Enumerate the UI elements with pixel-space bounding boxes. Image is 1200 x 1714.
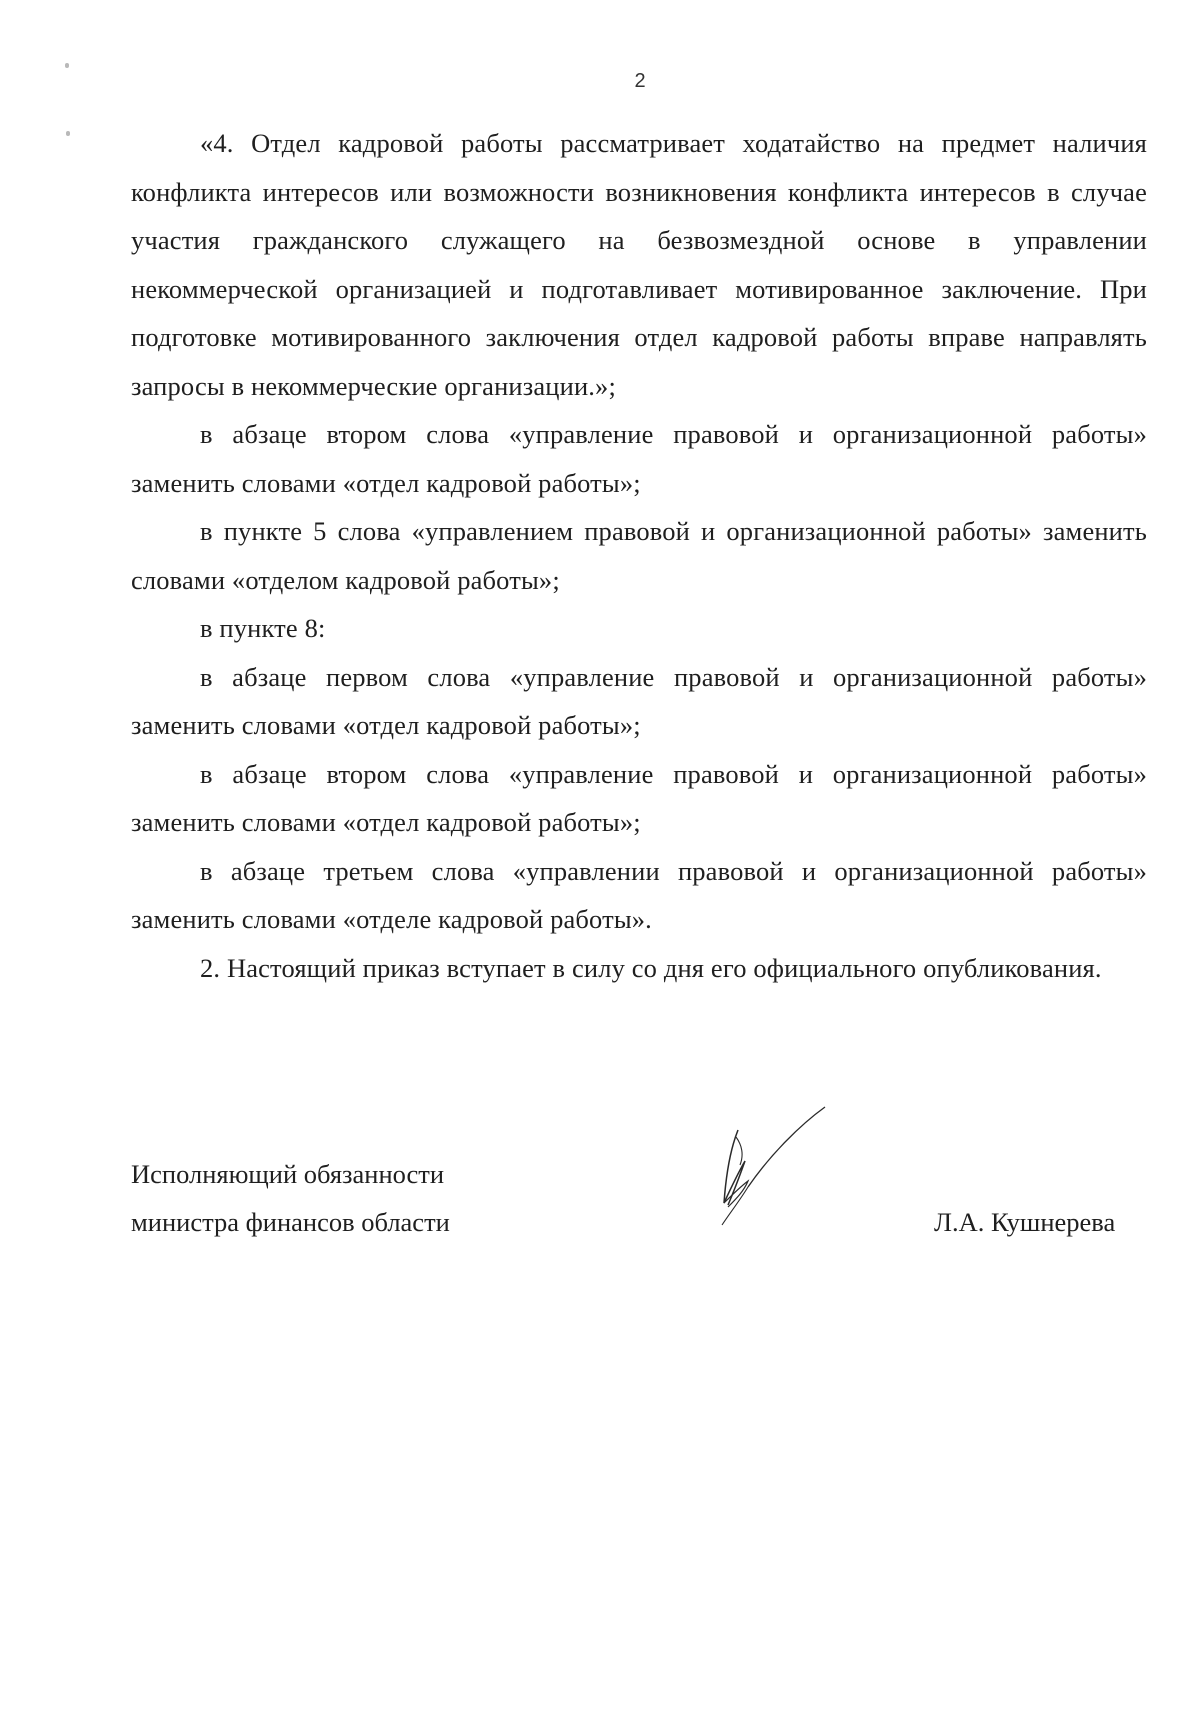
paragraph-effective-date: 2. Настоящий приказ вступает в силу со дня его официального опубликования. bbox=[200, 952, 1102, 983]
paragraph-item-8-heading: в пункте 8: bbox=[200, 613, 326, 643]
scan-speck bbox=[65, 63, 69, 68]
signatory-name: Л.А. Кушнерева bbox=[934, 1207, 1116, 1237]
signatory-position-line-2: министра финансов области bbox=[131, 1207, 450, 1237]
signatory-position-line-1: Исполняющий обязанности bbox=[131, 1159, 445, 1189]
paragraph-item-4: «4. Отдел кадровой работы рассматривает ходатайство на предмет наличия конфликта интересов или возможности возникновения конфликта интересов в случае участия гражданского служащего на безвозмездной основе в управлении некоммерческой организацией и подготавливает мотивированное заключение. При подготовке мотивированного заключения отдел кадровой работы вправе направлять запросы в некоммерческие организации.»; bbox=[131, 128, 1147, 401]
page-number: 2 bbox=[634, 70, 646, 92]
paragraph-amendment-item-5: в пункте 5 слова «управлением правовой и организационной работы» заменить словами «отделом кадровой работы»; bbox=[131, 516, 1147, 595]
paragraph-amendment-item-8-first: в абзаце первом слова «управление правовой и организационной работы» заменить словами «отдел кадровой работы»; bbox=[131, 661, 1147, 740]
scan-speck bbox=[66, 131, 70, 136]
paragraph-amendment-item-8-second: в абзаце втором слова «управление правовой и организационной работы» заменить словами «отдел кадровой работы»; bbox=[131, 758, 1147, 837]
signatory-position bbox=[131, 1150, 450, 1246]
paragraph-amendment-second-subparagraph: в абзаце втором слова «управление правовой и организационной работы» заменить словами «отдел кадровой работы»; bbox=[131, 419, 1147, 498]
document-body bbox=[131, 119, 1147, 992]
paragraph-amendment-item-8-third: в абзаце третьем слова «управлении правовой и организационной работы» заменить словами «отделе кадровой работы». bbox=[131, 855, 1147, 934]
handwritten-signature bbox=[700, 1095, 840, 1235]
